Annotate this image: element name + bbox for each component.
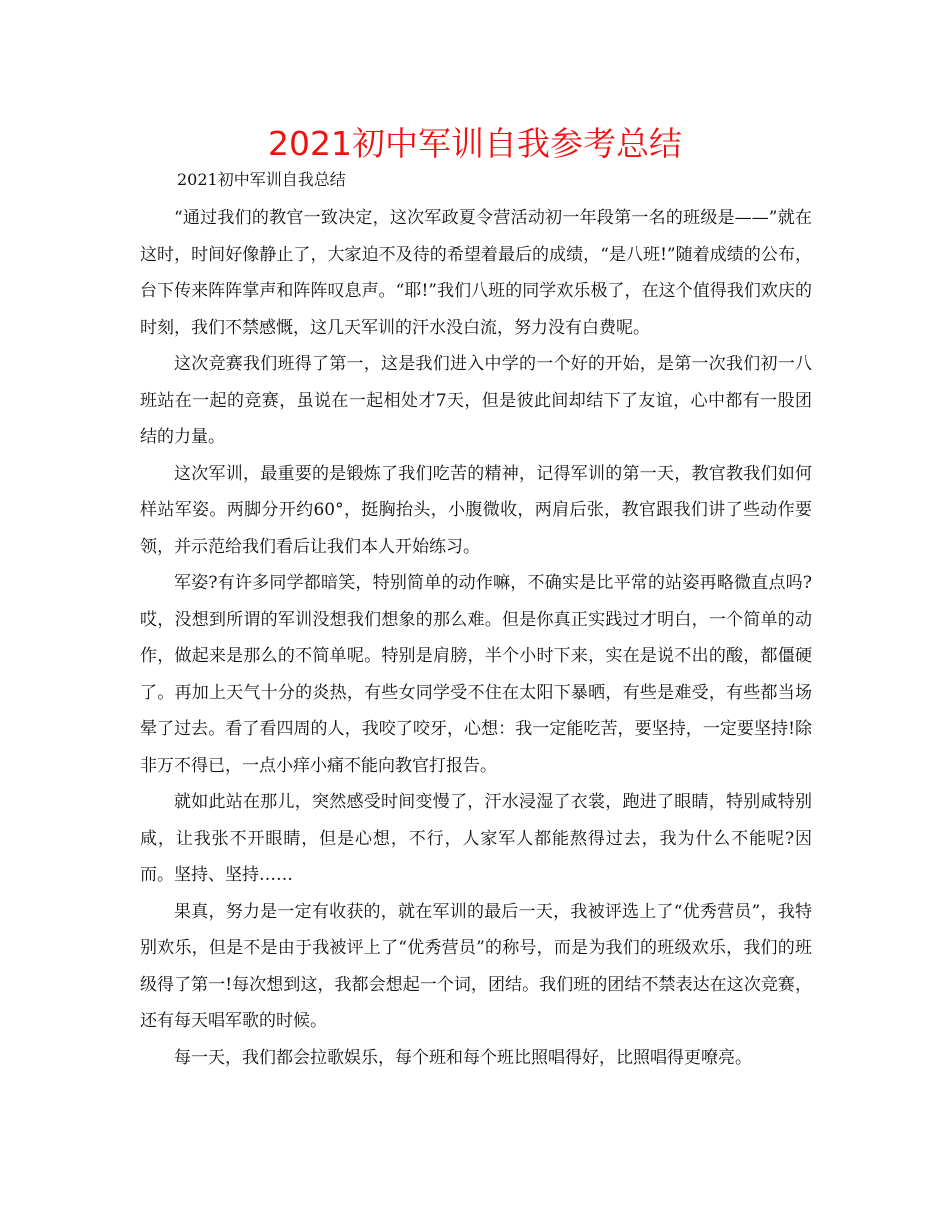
paragraph: “通过我们的教官一致决定，这次军政夏令营活动初一年段第一名的班级是——”就在这时，时间好像静止了，大家迫不及待的希望着最后的成绩，“是八班!”随着成绩的公布，台下传来阵阵掌声和阵阵叹息声。“耶!”我们八班的同学欢乐极了，在这个值得我们欢庆的时刻，我们不禁感慨，这几天军训的汗水没白流，努力没有白费呢。	[140, 208, 812, 338]
paragraph: 每一天，我们都会拉歌娱乐，每个班和每个班比照唱得好，比照唱得更嘹亮。	[174, 1047, 752, 1068]
paragraph: 就如此站在那儿，突然感受时间变慢了，汗水浸湿了衣裳，跑进了眼睛，特别咸特别咸，让我张不开眼睛，但是心想，不行，人家军人都能熬得过去，我为什么不能呢?因而。坚持、坚持……	[140, 792, 812, 885]
paragraph: 这次军训，最重要的是锻炼了我们吃苦的精神，记得军训的第一天，教官教我们如何样站军姿。两脚分开约60°，挺胸抬头，小腹微收，两肩后张，教官跟我们讲了些动作要领，并示范给我们看后让我们本人开始练习。	[140, 463, 812, 557]
document-body	[140, 200, 812, 1076]
document-title: 2021初中军训自我参考总结	[268, 124, 682, 163]
paragraph: 这次竞赛我们班得了第一，这是我们进入中学的一个好的开始，是第一次我们初一八班站在一起的竞赛，虽说在一起相处才7天，但是彼此间却结下了友谊，心中都有一股团结的力量。	[140, 354, 812, 447]
paragraph: 果真，努力是一定有收获的，就在军训的最后一天，我被评选上了“优秀营员”，我特别欢乐，但是不是由于我被评上了“优秀营员”的称号，而是为我们的班级欢乐，我们的班级得了第一!每次想到这，我都会想起一个词，团结。我们班的团结不禁表达在这次竞赛，还有每天唱军歌的时候。	[140, 901, 812, 1031]
document-subtitle: 2021初中军训自我总结	[177, 170, 346, 189]
paragraph: 军姿?有许多同学都暗笑，特别简单的动作嘛，不确实是比平常的站姿再略微直点吗?哎，没想到所谓的军训没想我们想象的那么难。但是你真正实践过才明白，一个简单的动作，做起来是那么的不简单呢。特别是肩膀，半个小时下来，实在是说不出的酸，都僵硬了。再加上天气十分的炎热，有些女同学受不住在太阳下暴晒，有些是难受，有些都当场晕了过去。看了看四周的人，我咬了咬牙，心想：我一定能吃苦，要坚持，一定要坚持!除非万不得已，一点小痒小痛不能向教官打报告。	[140, 573, 812, 776]
